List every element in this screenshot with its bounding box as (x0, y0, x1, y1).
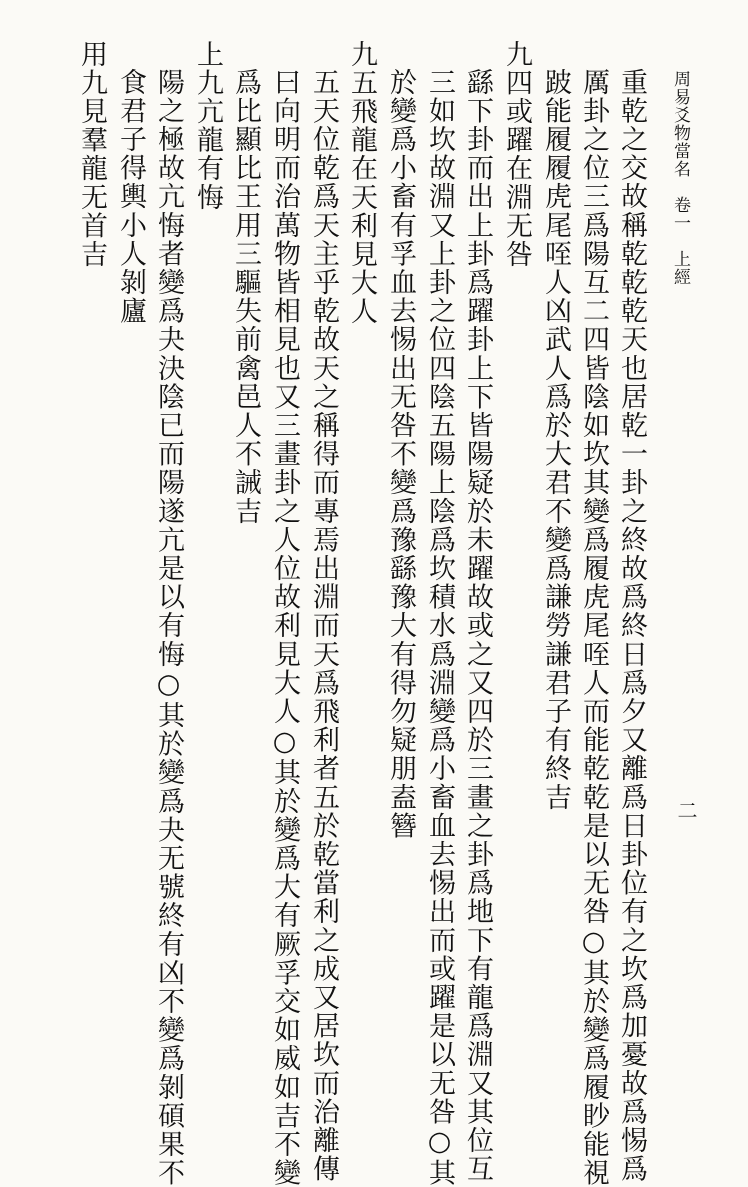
text-column-6: 三如坎故淵又上卦之位四陰五陽上陰爲坎積水爲淵變爲小畜血去惕出而或躍是以无咎○其 (424, 68, 455, 1187)
text-column-8: 九五飛龍在天利見大人 (346, 40, 377, 326)
text-column-14: 食君子得輿小人剝廬 (115, 68, 146, 326)
text-column-3: 跛能履履虎尾咥人凶武人爲於大君不變爲謙勞謙君子有終吉 (540, 68, 571, 812)
text-column-2: 厲卦之位三爲陽互二四皆陰如坎其變爲履虎尾咥人而能乾乾是以无咎○其於變爲履眇能視 (578, 68, 609, 1187)
text-column-13: 陽之極故亢悔者變爲夬決陰已而陽遂亢是以有悔○其於變爲夬无號終有凶不變爲剝碩果不 (153, 68, 184, 1187)
volume-label: 卷一 (670, 196, 690, 232)
text-column-1: 重乾之交故稱乾乾乾天也居乾一卦之終故爲終日爲夕又離爲日卦位有之坎爲加憂故爲惕爲 (616, 68, 647, 1184)
text-column-9: 五天位乾爲天主乎乾故天之稱得而專焉出淵而天爲飛利者五於乾當利之成又居坎而治離傳 (308, 68, 339, 1184)
text-column-10: 曰向明而治萬物皆相見也又三畫卦之人位故利見大人○其於變爲大有厥孚交如威如吉不變 (269, 68, 300, 1187)
running-header (668, 70, 693, 286)
page-number: 二 (674, 800, 698, 820)
book-title: 周易爻物當名 (670, 70, 690, 178)
text-column-11: 爲比顯比王用三驅失前禽邑人不誡吉 (230, 68, 261, 526)
text-column-5: 繇下卦而出上卦爲躍卦上下皆陽疑於未躍故或之又四於三畫之卦爲地下有龍爲淵又其位互 (462, 68, 493, 1184)
section-label: 上經 (670, 250, 690, 286)
text-column-7: 於變爲小畜有孚血去惕出无咎不變爲豫繇豫大有得勿疑朋盍簪 (385, 68, 416, 841)
text-column-15: 用九見羣龍无首吉 (76, 40, 107, 269)
text-column-12: 上九亢龍有悔 (192, 40, 223, 212)
text-column-4: 九四或躍在淵无咎 (501, 40, 532, 269)
